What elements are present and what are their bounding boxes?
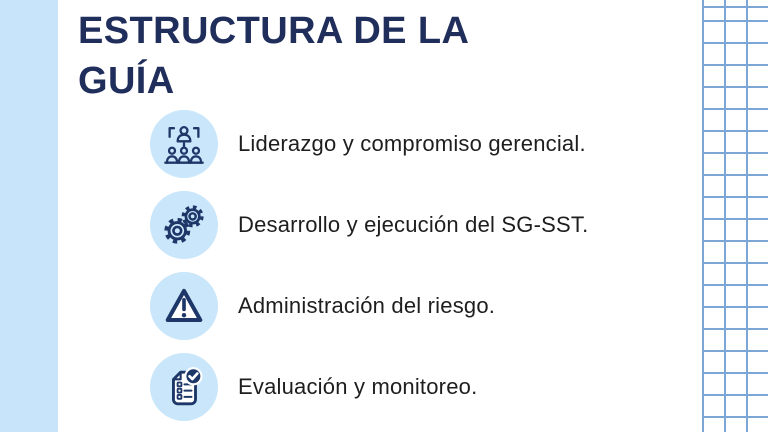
item-label: Desarrollo y ejecución del SG-SST. [238, 212, 589, 237]
list-item [150, 110, 690, 178]
icon-circle [150, 191, 218, 259]
grid-pattern [702, 0, 768, 432]
left-accent-bar [0, 0, 58, 432]
gears-icon [161, 202, 207, 248]
icon-circle [150, 110, 218, 178]
page-title-line1: ESTRUCTURA DE LA [78, 10, 470, 52]
item-label: Liderazgo y compromiso gerencial. [238, 131, 586, 156]
list-item [150, 191, 690, 259]
list-item [150, 272, 690, 340]
icon-circle [150, 353, 218, 421]
checklist-icon [161, 364, 207, 410]
item-label: Evaluación y monitoreo. [238, 374, 478, 399]
warning-triangle-icon [161, 283, 207, 329]
org-chart-icon [161, 121, 207, 167]
item-label: Administración del riesgo. [238, 293, 496, 318]
list-item [150, 353, 690, 421]
page-title-line2: GUÍA [78, 60, 175, 102]
structure-list [150, 110, 690, 432]
icon-circle [150, 272, 218, 340]
page-title [78, 6, 469, 106]
